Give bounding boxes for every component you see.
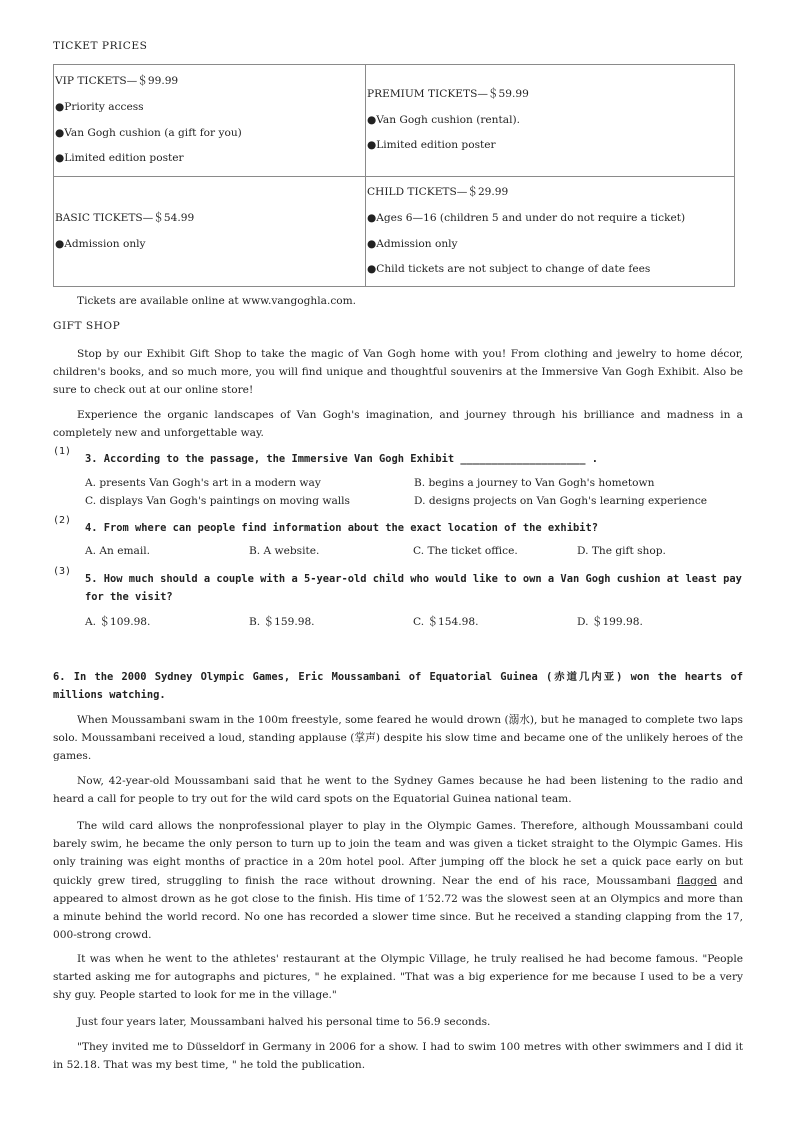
vip-item: ●Priority access — [55, 100, 144, 113]
vip-item: ●Limited edition poster — [55, 152, 184, 165]
child-tickets-cell — [366, 177, 735, 287]
question-4-text: 4. From where can people find information about the exact location of the exhibit? — [85, 522, 598, 534]
basic-tickets-cell — [54, 177, 366, 287]
passage-paragraph-6: "They invited me to Düsseldorf in Germany in 2006 for a show. I had to swim 100 metres with other swimmers and I did it in 52.18. That was my best time, " he told the publication. — [53, 1041, 743, 1072]
passage-paragraph-3 — [53, 817, 743, 944]
option-d[interactable]: D. ＄199.98. — [577, 616, 643, 628]
child-tickets-title: CHILD TICKETS—＄29.99 — [367, 186, 509, 199]
online-note: Tickets are available online at www.vangoghla.com. — [77, 295, 357, 307]
option-c[interactable]: C. ＄154.98. — [413, 616, 479, 628]
option-d[interactable]: D. designs projects on Van Gogh's learning experience — [414, 495, 708, 507]
passage-text: and appeared to almost drown as he got close to the finish. His time of 1′52.72 was the slowest seen at an Olympics and more than a minute behind the world record. No one has recorded a slower time since. But he received a standing clapping from the 17, 000-strong crowd. — [53, 874, 743, 942]
passage-paragraph-1: When Moussambani swam in the 100m freestyle, some feared he would drown (溺水), but he managed to complete two laps solo. Moussambani received a loud, standing applause (掌声) despite his slow time and became one of the unlikely heroes of the games. — [53, 714, 743, 763]
passage-paragraph-4: It was when he went to the athletes' restaurant at the Olympic Village, he truly realised he had become famous. "People started asking me for autographs and pictures, " he explained. "That was a big experience for me because I used to be a very shy guy. People started to look for me in the village." — [53, 953, 743, 1002]
basic-tickets-title: BASIC TICKETS—＄54.99 — [55, 211, 195, 224]
child-item: ●Child tickets are not subject to change of date fees — [367, 263, 651, 276]
child-item: ●Ages 6—16 (children 5 and under do not require a ticket) — [367, 211, 686, 224]
question-number: (3) — [53, 566, 72, 577]
child-item: ●Admission only — [367, 237, 458, 250]
ticket-prices-table — [53, 64, 735, 287]
option-b[interactable]: B. ＄159.98. — [249, 616, 315, 628]
vip-tickets-title: VIP TICKETS—＄99.99 — [55, 75, 179, 88]
question-3-text: 3. According to the passage, the Immersive Van Gogh Exhibit ____________________ . — [85, 453, 598, 465]
vip-item: ●Van Gogh cushion (a gift for you) — [55, 126, 242, 139]
premium-item: ●Van Gogh cushion (rental). — [367, 113, 520, 126]
experience-paragraph: Experience the organic landscapes of Van Gogh's imagination, and journey through his brilliance and madness in a completely new and unforgettable way. — [53, 409, 743, 440]
passage-paragraph-5: Just four years later, Moussambani halved his personal time to 56.9 seconds. — [77, 1016, 491, 1028]
passage-text: The wild card allows the nonprofessional player to play in the Olympic Games. Therefore, although Moussambani could barely swim, he became the only person to turn up to join the team and was given a ticket straight to the Olympic Games. His only training was eight months of practice in a 20m hotel pool. After jumping off the block he set a quick pace early on but quickly grew tired, struggling to finish the race without drowning. Near the end of his race, Moussambani — [53, 820, 743, 887]
premium-tickets-cell — [366, 65, 735, 177]
option-b[interactable]: B. A website. — [249, 545, 320, 557]
gift-shop-paragraph: Stop by our Exhibit Gift Shop to take the magic of Van Gogh home with you! From clothing and jewelry to home décor, children's books, and so much more, you will find unique and thoughtful souvenirs at the Immersive Van Gogh Exhibit. Also be sure to check out at our online store! — [53, 348, 743, 397]
passage-paragraph-2: Now, 42-year-old Moussambani said that he went to the Sydney Games because he had been listening to the radio and heard a call for people to try out for the wild card spots on the Equatorial Guinea national team. — [53, 775, 743, 806]
question-6-heading: 6. In the 2000 Sydney Olympic Games, Eric Moussambani of Equatorial Guinea (赤道几内亚) won the hearts of millions watching. — [53, 671, 743, 702]
question-5-text: 5. How much should a couple with a 5-year-old child who would like to own a Van Gogh cushion at least pay for the visit? — [85, 573, 742, 604]
option-a[interactable]: A. presents Van Gogh's art in a modern way — [85, 477, 321, 489]
option-a[interactable]: A. ＄109.98. — [85, 616, 151, 628]
option-a[interactable]: A. An email. — [85, 545, 151, 557]
option-b[interactable]: B. begins a journey to Van Gogh's hometown — [414, 477, 655, 489]
premium-tickets-title: PREMIUM TICKETS—＄59.99 — [367, 88, 529, 101]
premium-item: ●Limited edition poster — [367, 139, 496, 152]
vip-tickets-cell — [54, 65, 366, 177]
question-number: (1) — [53, 446, 72, 457]
ticket-prices-heading: TICKET PRICES — [53, 40, 148, 52]
option-c[interactable]: C. The ticket office. — [413, 545, 518, 557]
underlined-word-flagged: flagged — [676, 874, 717, 887]
option-d[interactable]: D. The gift shop. — [577, 545, 666, 557]
gift-shop-heading: GIFT SHOP — [53, 320, 121, 332]
basic-item: ●Admission only — [55, 237, 146, 250]
question-number: (2) — [53, 515, 72, 526]
option-c[interactable]: C. displays Van Gogh's paintings on moving walls — [85, 495, 350, 507]
